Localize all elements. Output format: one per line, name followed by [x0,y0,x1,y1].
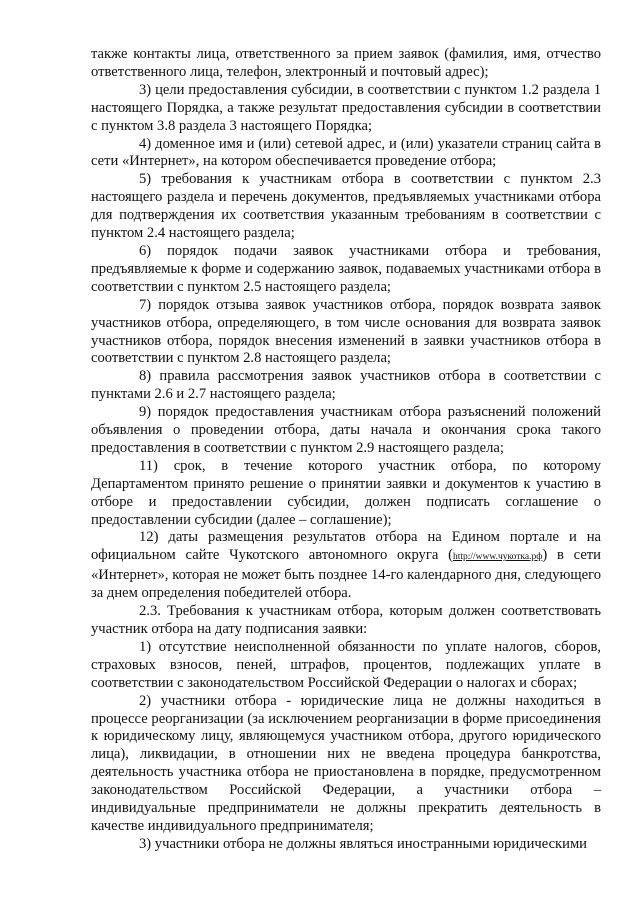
paragraph-item-11-term: 11) срок, в течение которого участник отбора, по которому Департаментом принято решение о принятии заявки и документов к участию в отборе и предоставлении субсидии, должен подписать соглашение о предоставлении субсидии (далее – соглашение); [91,457,601,528]
paragraph-item-4-domain: 4) доменное имя и (или) сетевой адрес, и (или) указатели страниц сайта в сети «Интернет», на котором обеспечивается проведение отбора; [91,135,601,170]
paragraph-item-3-purpose: 3) цели предоставления субсидии, в соответствии с пунктом 1.2 раздела 1 настоящего Порядка, а также результат предоставления субсидии в соответствии с пунктом 3.8 раздела 3 настоящего Порядка; [91,81,601,134]
document-body [91,46,601,854]
paragraph-item-7-withdrawal: 7) порядок отзыва заявок участников отбора, порядок возврата заявок участников отбора, определяющего, в том числе основания для возврата заявок участников отбора, порядок внесения изменений в заявки участников отбора в соответствии с пунктом 2.8 настоящего раздела; [91,296,601,367]
paragraph-item-12-results [91,529,601,603]
paragraph-contacts: также контакты лица, ответственного за прием заявок (фамилия, имя, отчество ответственного лица, телефон, электронный и почтовый адрес); [91,46,601,80]
paragraph-item-12-text-before: 12) даты размещения результатов отбора на Едином портале и на официальном сайте Чукотского автономного округа ( [91,529,601,564]
paragraph-section-2-3-heading: 2.3. Требования к участникам отбора, которым должен соответствовать участник отбора на дату подписания заявки: [91,603,601,637]
website-link[interactable]: http://www.чукотка.рф [452,552,543,563]
paragraph-item-9-clarifications: 9) порядок предоставления участникам отбора разъяснений положений объявления о проведении отбора, даты начала и окончания срока такого предоставления в соответствии с пунктом 2.9 настоящего раздела; [91,404,601,456]
paragraph-item-6-submission: 6) порядок подачи заявок участниками отбора и требования, предъявляемые к форме и содержанию заявок, подаваемых участниками отбора в соответствии с пунктом 2.5 настоящего раздела; [91,242,601,295]
paragraph-requirement-2-reorganization: 2) участники отбора - юридические лица не должны находиться в процессе реорганизации (за исключением реорганизации в форме присоединения к юридическому лицу, являющемуся участником отбора, другого юридического лица), ликвидации, в отношении них не введена процедура банкротства, деятельность участника отбора не приостановлена в порядке, предусмотренном законодательством Российской Федерации, а участники отбора – индивидуальные предприниматели не должны прекратить деятельность в качестве индивидуального предпринимателя; [91,692,601,834]
paragraph-requirement-1-taxes: 1) отсутствие неисполненной обязанности по уплате налогов, сборов, страховых взносов, пеней, штрафов, процентов, подлежащих уплате в соответствии с законодательством Российской Федерации о налогах и сборах; [91,638,601,691]
paragraph-item-5-requirements: 5) требования к участникам отбора в соответствии с пунктом 2.3 настоящего раздела и перечень документов, предъявляемых участниками отбора для подтверждения их соответствия указанным требованиям в соответствии с пунктом 2.4 настоящего раздела; [91,171,601,242]
paragraph-item-12-text-after: ) в сети «Интернет», которая не может быть позднее 14-го календарного дня, следующего за днем определения победителей отбора. [91,547,601,602]
paragraph-item-8-review-rules: 8) правила рассмотрения заявок участников отбора в соответствии с пунктами 2.6 и 2.7 настоящего раздела; [91,368,601,403]
paragraph-requirement-3-foreign: 3) участники отбора не должны являться иностранными юридическими [139,835,587,852]
